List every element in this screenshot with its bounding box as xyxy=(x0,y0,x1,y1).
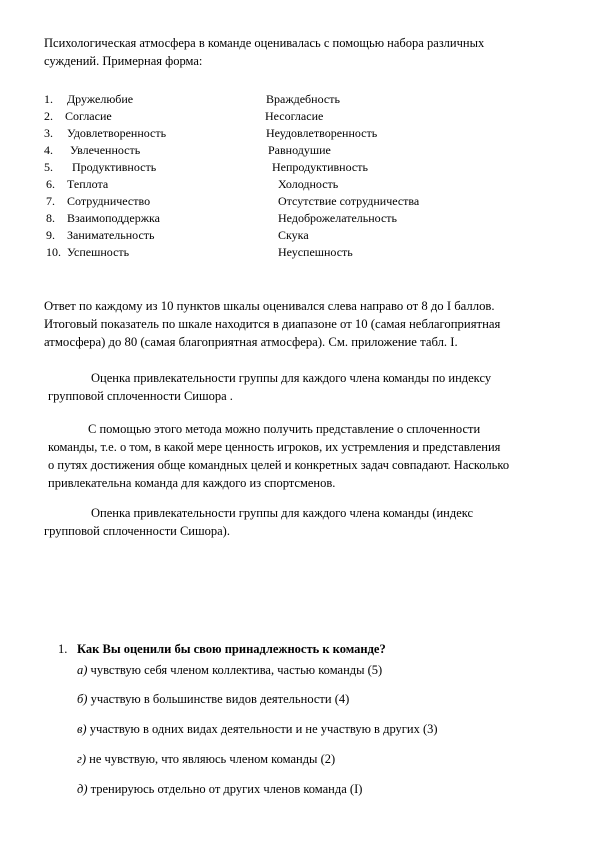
answer-option-a xyxy=(77,661,382,679)
scoring-line-2: Итоговый показатель по шкале находится в диапазоне от 10 (самая неблагоприятная xyxy=(44,317,501,331)
scale-row-positive: Увлеченность xyxy=(70,143,141,157)
scale-row-positive: Успешность xyxy=(67,245,130,259)
scale-row-negative: Скука xyxy=(278,228,309,242)
scale-row-negative: Неудовлетворенность xyxy=(266,126,378,140)
option-text: участвую в одних видах деятельности и не участвую в других (3) xyxy=(86,722,438,736)
scale-row-positive: Продуктивность xyxy=(72,160,157,174)
scale-row-number: 6. xyxy=(46,177,55,191)
scale-row-positive: Занимательность xyxy=(67,228,155,242)
scale-row-negative: Недоброжелательность xyxy=(278,211,398,225)
scale-row-number: 1. xyxy=(44,92,53,106)
option-letter: б) xyxy=(77,692,88,706)
scale-row-negative: Неуспешность xyxy=(278,245,353,259)
index-heading-line-1: Опенка привлекательности группы для каждого члена команды (индекс xyxy=(91,506,474,520)
scale-row-positive: Удовлетворенность xyxy=(67,126,167,140)
scale-row-positive: Теплота xyxy=(67,177,109,191)
scoring-line-3: атмосфера) до 80 (самая благоприятная атмосфера). См. приложение табл. I. xyxy=(44,335,458,349)
scale-row-number: 2. xyxy=(44,109,53,123)
scale-row-negative: Холодность xyxy=(278,177,339,191)
scale-row-number: 5. xyxy=(44,160,53,174)
scale-row-negative: Непродуктивность xyxy=(272,160,368,174)
question-title: Как Вы оценили бы свою принадлежность к команде? xyxy=(77,642,386,656)
method-line-4: привлекательна команда для каждого из спортсменов. xyxy=(48,476,336,490)
scale-row-negative: Враждебность xyxy=(266,92,340,106)
answer-option-e xyxy=(77,780,362,798)
scale-row-number: 10. xyxy=(46,245,61,259)
option-text: участвую в большинстве видов деятельности (4) xyxy=(87,692,350,706)
answer-option-b xyxy=(77,690,349,708)
option-text: тренируюсь отдельно от других членов команда (I) xyxy=(87,782,363,796)
scale-row-negative: Отсутствие сотрудничества xyxy=(278,194,420,208)
scale-row-negative: Равнодушие xyxy=(268,143,331,157)
question-number: 1. xyxy=(58,642,68,656)
option-letter: д) xyxy=(77,782,88,796)
option-letter: в) xyxy=(77,722,87,736)
option-text: чувствую себя членом коллектива, частью команды (5) xyxy=(87,663,383,677)
scale-row-number: 8. xyxy=(46,211,55,225)
method-line-2: команды, т.е. о том, в какой мере ценность игроков, их устремления и представления xyxy=(48,440,501,454)
scale-row-positive: Дружелюбие xyxy=(67,92,134,106)
method-line-3: о путях достижения обще командных целей и конкретных задач совпадают. Насколько xyxy=(48,458,510,472)
seashore-heading-line-1: Оценка привлекательности группы для каждого члена команды по индексу xyxy=(91,371,492,385)
method-line-1: С помощью этого метода можно получить представление о сплоченности xyxy=(88,422,481,436)
scale-row-number: 3. xyxy=(44,126,53,140)
scoring-paragraph xyxy=(44,297,500,351)
answer-option-d xyxy=(77,750,335,768)
intro-paragraph xyxy=(44,34,484,70)
scale-row-number: 9. xyxy=(46,228,55,242)
scale-row-negative: Несогласие xyxy=(265,109,324,123)
option-letter: г) xyxy=(77,752,87,766)
index-heading-line-2: групповой сплоченности Сишора). xyxy=(44,524,230,538)
scoring-line-1: Ответ по каждому из 10 пунктов шкалы оценивался слева направо от 8 до I баллов. xyxy=(44,299,495,313)
scale-row-number: 4. xyxy=(44,143,53,157)
option-letter: а) xyxy=(77,663,88,677)
scale-row-positive: Согласие xyxy=(65,109,112,123)
scale-row-positive: Взаимоподдержка xyxy=(67,211,160,225)
answer-option-c xyxy=(77,720,438,738)
option-text: не чувствую, что являюсь членом команды (2) xyxy=(86,752,336,766)
scale-row-positive: Сотрудничество xyxy=(67,194,151,208)
seashore-heading-line-2: групповой сплоченности Сишора . xyxy=(48,389,233,403)
intro-line-2: суждений. Примерная форма: xyxy=(44,54,203,68)
intro-line-1: Психологическая атмосфера в команде оценивалась с помощью набора различных xyxy=(44,36,485,50)
scale-row-number: 7. xyxy=(46,194,55,208)
